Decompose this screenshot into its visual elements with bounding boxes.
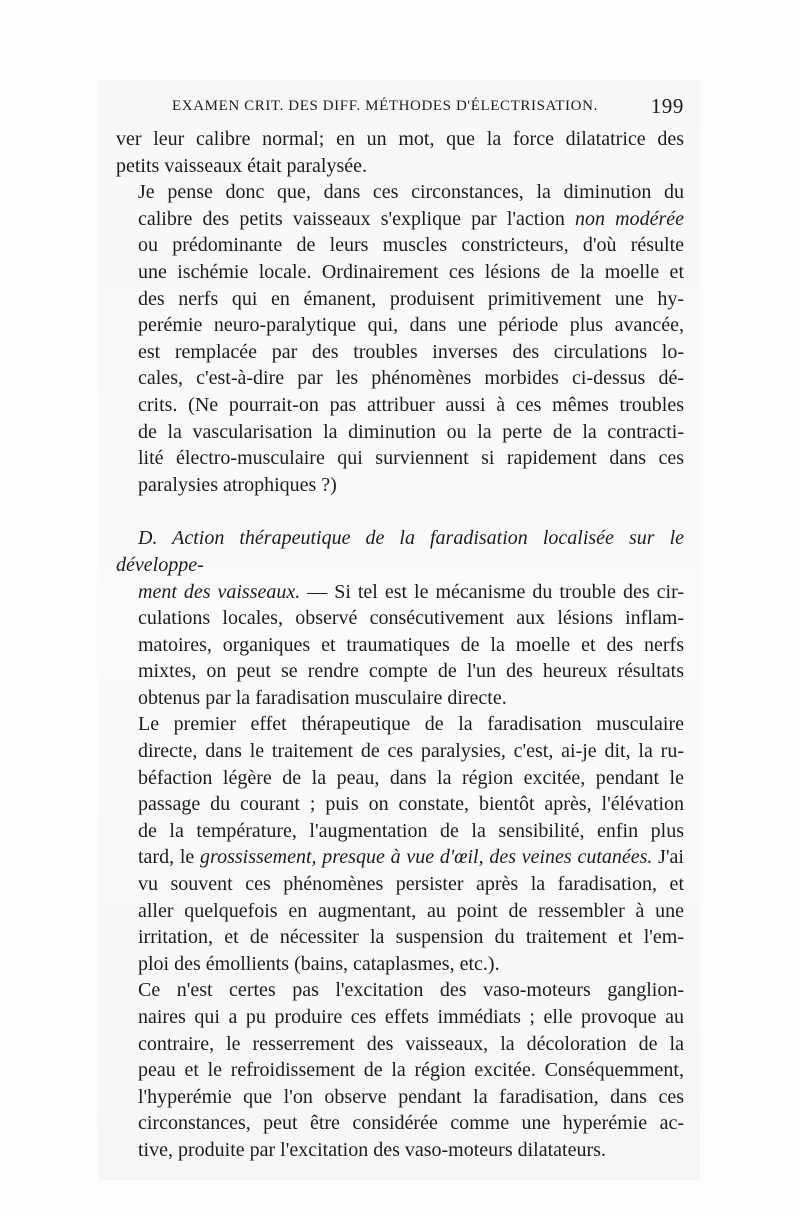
text-line: perémie neuro-paralytique qui, dans une période plus avancée,: [138, 314, 684, 337]
text-line: obtenus par la faradisation musculaire directe.: [138, 686, 507, 709]
text-line: directe, dans le traitement de ces paralysies, c'est, ai-je dit, la ru-: [138, 740, 684, 763]
text-line: [116, 206, 684, 233]
text-fragment: calibre des petits vaisseaux s'explique par l'action: [138, 207, 575, 230]
text-line: naires qui a pu produire ces effets immédiats ; elle provoque au: [138, 1006, 684, 1028]
text-line: [116, 844, 684, 871]
body-text: [116, 126, 684, 1164]
text-line: une ischémie locale. Ordinairement ces lésions de la moelle et: [138, 260, 684, 283]
text-line: passage du courant ; puis on constate, bientôt après, l'élévation: [138, 793, 684, 816]
text-line: Je pense donc que, dans ces circonstances, la diminution du: [138, 181, 684, 204]
running-title: EXAMEN CRIT. DES DIFF. MÉTHODES D'ÉLECTRISATION.: [172, 98, 598, 114]
text-line: [116, 579, 684, 606]
page-number: 199: [650, 94, 684, 118]
section-heading: D. Action thérapeutique de la faradisation localisée sur le développe-: [116, 527, 684, 576]
text-line: petits vaisseaux était paralysée.: [116, 154, 368, 177]
paragraph-1: [116, 126, 684, 179]
text-line: ploi des émollients (bains, cataplasmes, etc.).: [138, 952, 500, 975]
text-line: ou prédominante de leurs muscles constricteurs, d'où résulte: [138, 234, 684, 257]
paragraph-2: [116, 179, 684, 498]
text-line: vu souvent ces phénomènes persister après la faradisation, et: [138, 873, 684, 896]
text-fragment: tard, le: [138, 846, 201, 869]
text-line: tive, produite par l'excitation des vaso-moteurs dilatateurs.: [138, 1138, 606, 1161]
emphasis-text: non modérée: [575, 207, 685, 230]
section-d-paragraph: [116, 525, 684, 711]
text-fragment: — Si tel est le mécanisme du trouble des cir-: [300, 580, 684, 603]
text-line: culations locales, observé consécutivement aux lésions inflam-: [138, 607, 684, 630]
paragraph-4: [116, 711, 684, 977]
text-line: crits. (Ne pourrait-on pas attribuer aussi à ces mêmes troubles: [138, 393, 684, 416]
text-line: aller quelquefois en augmentant, au point de ressembler à une: [138, 899, 684, 922]
paragraph-5: [116, 977, 684, 1163]
text-line: Le premier effet thérapeutique de la faradisation musculaire: [138, 713, 684, 736]
text-line: paralysies atrophiques ?): [138, 473, 337, 496]
text-line: Ce n'est certes pas l'excitation des vaso-moteurs ganglion-: [138, 979, 684, 1002]
text-fragment: J'ai: [652, 846, 684, 869]
text-line: de la température, l'augmentation de la sensibilité, enfin plus: [138, 819, 684, 842]
text-line: l'hyperémie que l'on observe pendant la faradisation, dans ces: [138, 1085, 684, 1108]
text-line: des nerfs qui en émanent, produisent primitivement une hy-: [138, 287, 684, 310]
text-line: de la vascularisation la diminution ou la perte de la contracti-: [138, 420, 684, 443]
page-header: [172, 94, 684, 120]
text-line: mixtes, on peut se rendre compte de l'un des heureux résultats: [138, 660, 684, 683]
emphasis-text: grossissement, presque à vue d'œil, des veines cutanées.: [200, 846, 653, 869]
text-line: circonstances, peut être considérée comme une hyperémie ac-: [138, 1112, 684, 1135]
text-line: contraire, le resserrement des vaisseaux, la décoloration de la: [138, 1032, 684, 1055]
text-line: matoires, organiques et traumatiques de la moelle et des nerfs: [138, 633, 684, 656]
text-line: ver leur calibre normal; en un mot, que la force dilatatrice des: [116, 128, 684, 150]
text-line: cales, c'est-à-dire par les phénomènes morbides ci-dessus dé-: [138, 367, 684, 390]
text-line: béfaction légère de la peau, dans la région excitée, pendant le: [138, 766, 684, 789]
section-heading-end: ment des vaisseaux.: [138, 580, 301, 603]
text-line: irritation, et de nécessiter la suspension du traitement et l'em-: [138, 926, 684, 949]
text-line: lité électro-musculaire qui surviennent si rapidement dans ces: [138, 447, 684, 470]
text-line: est remplacée par des troubles inverses des circulations lo-: [138, 340, 684, 363]
text-line: peau et le refroidissement de la région excitée. Conséquemment,: [138, 1059, 684, 1082]
